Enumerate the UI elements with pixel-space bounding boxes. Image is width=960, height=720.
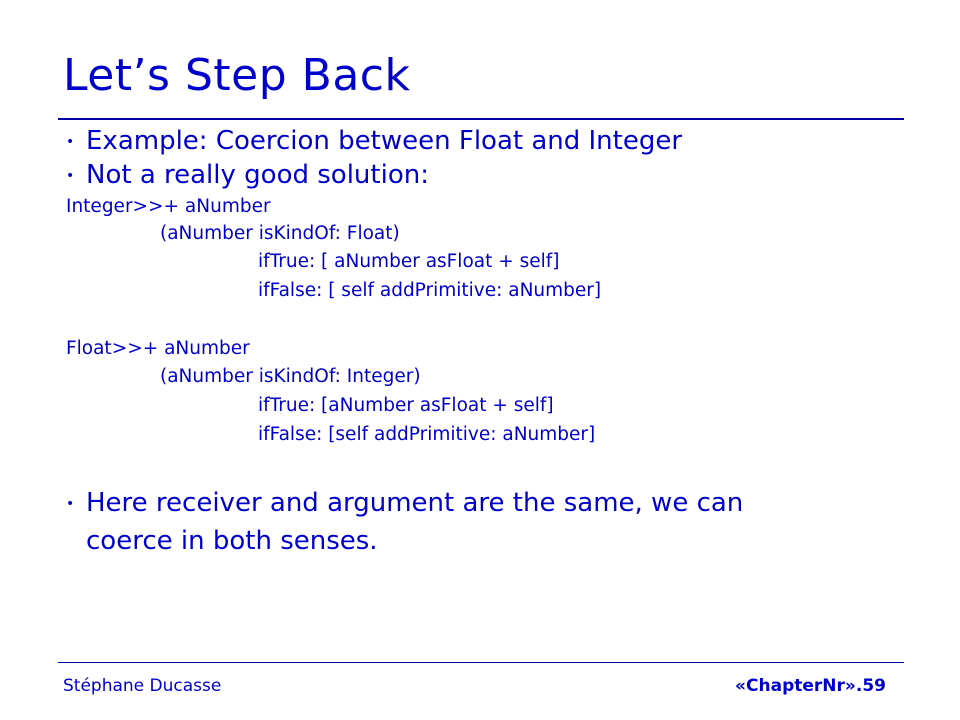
code-line: ifFalse: [self addPrimitive: aNumber] <box>258 424 596 445</box>
bullet-item <box>66 488 743 518</box>
bullet-text: Not a really good solution: <box>86 160 429 190</box>
code-line: (aNumber isKindOf: Float) <box>160 223 400 244</box>
code-line: ifFalse: [ self addPrimitive: aNumber] <box>258 280 602 301</box>
code-line: ifTrue: [aNumber asFloat + self] <box>258 395 554 416</box>
bullet-continuation: coerce in both senses. <box>86 526 378 556</box>
bullet-text: Example: Coercion between Float and Integer <box>86 126 683 156</box>
bullet-item <box>66 126 682 156</box>
code-line: Float>>+ aNumber <box>66 338 250 359</box>
bullet-item <box>66 160 429 190</box>
slide-title: Let’s Step Back <box>63 50 411 101</box>
bullet-dot-icon: • <box>66 167 75 184</box>
footer-divider <box>58 662 904 663</box>
bullet-dot-icon: • <box>66 133 75 150</box>
code-line: Integer>>+ aNumber <box>66 196 271 217</box>
bullet-text: Here receiver and argument are the same, we can <box>86 488 744 518</box>
footer-author: Stéphane Ducasse <box>63 676 222 696</box>
bullet-dot-icon: • <box>66 495 75 512</box>
code-line: (aNumber isKindOf: Integer) <box>160 366 421 387</box>
footer-page-number: «ChapterNr».59 <box>735 676 886 696</box>
title-divider <box>58 118 904 120</box>
code-line: ifTrue: [ aNumber asFloat + self] <box>258 251 560 272</box>
